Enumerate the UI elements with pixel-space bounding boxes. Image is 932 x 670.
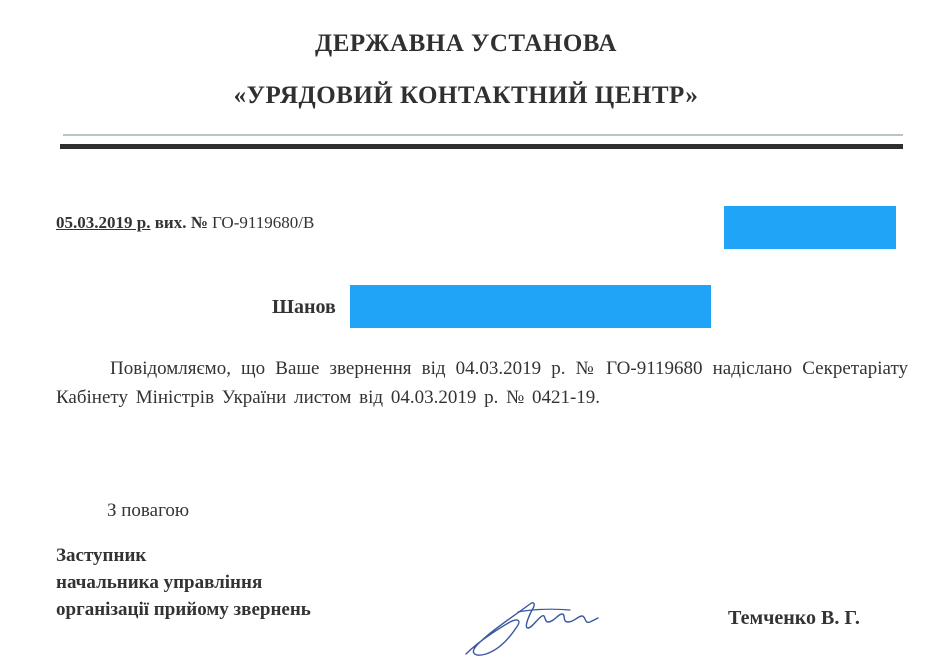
greeting: Шанов [272,296,336,318]
org-title-line1: ДЕРЖАВНА УСТАНОВА [315,30,617,57]
redacted-addressee [724,206,896,249]
closing-phrase: З повагою [107,500,190,521]
org-title-line2: «УРЯДОВИЙ КОНТАКТНИЙ ЦЕНТР» [233,82,699,109]
header-divider-thick [60,144,903,149]
header-divider-thin [63,134,903,136]
reference-line [56,213,314,233]
outgoing-number: ГО-9119680/В [207,213,315,232]
signer-name: Темченко В. Г. [728,607,860,629]
letter-body: Повідомляємо, що Ваше звернення від 04.03.2019 р. № ГО-9119680 надіслано Секретаріату Кабінету Міністрів України листом від 04.03.2019 р. № 0421-19. [56,358,908,408]
handwritten-signature [458,592,608,662]
outgoing-number-label: вих. № [154,213,208,232]
signer-position [56,542,311,623]
redacted-name [350,285,711,328]
position-line3: організації прийому звернень [56,599,311,620]
reference-date: 05.03.2019 р. [56,213,151,232]
position-line2: начальника управління [56,572,263,593]
position-line1: Заступник [56,545,147,566]
